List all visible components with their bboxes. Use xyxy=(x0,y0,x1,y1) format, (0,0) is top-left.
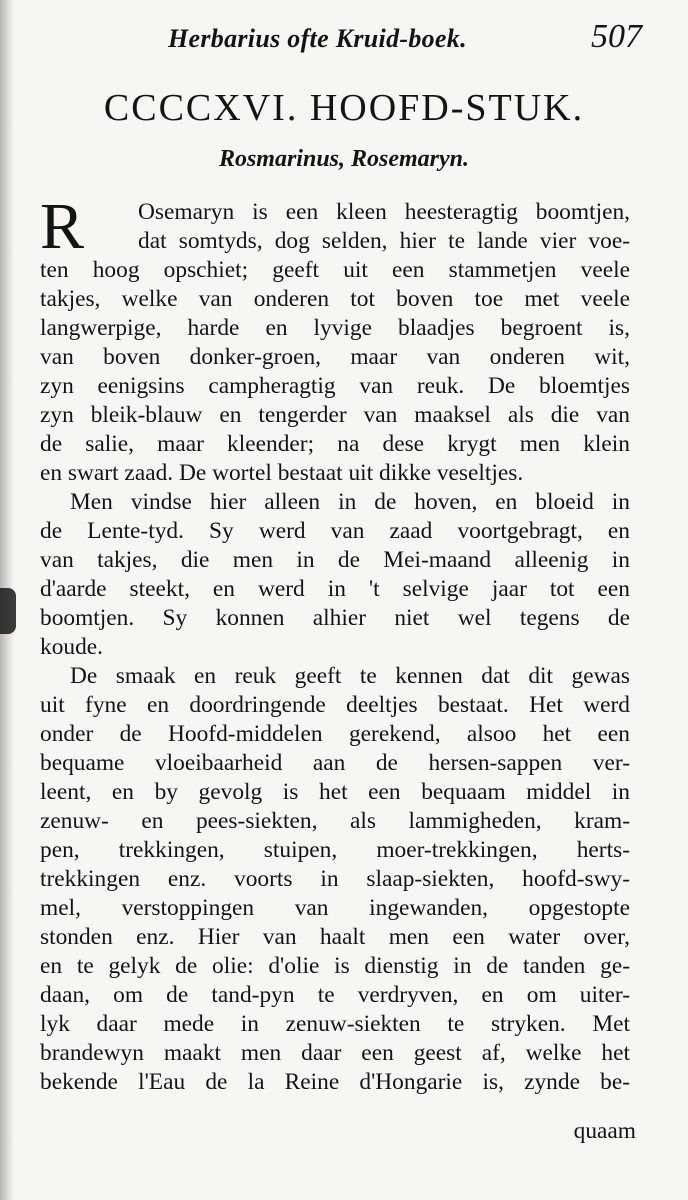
text-line: zyn bleik-blauw en tengerder van maaksel als die van xyxy=(40,402,630,428)
text-line: lyk daar mede in zenuw-siekten te stryken. Met xyxy=(40,1011,630,1037)
text-line: van boven donker-groen, maar van onderen wit, xyxy=(40,344,630,370)
text-line: langwerpige, harde en lyvige blaadjes begroent is, xyxy=(40,315,630,341)
chapter-heading: CCCCXVI. HOOFD-STUK. xyxy=(103,87,585,129)
running-head-title: Herbarius ofte Kruid-boek. xyxy=(168,24,467,53)
text-line: trekkingen enz. voorts in slaap-siekten, hoofd-swy- xyxy=(40,866,630,892)
page-number: 507 xyxy=(591,18,642,55)
text-line: pen, trekkingen, stuipen, moer-trekkingen, herts- xyxy=(40,837,630,863)
text-line: stonden enz. Hier van haalt men een water over, xyxy=(40,924,630,950)
text-line: d'aarde steekt, en werd in 't selvige jaar tot een xyxy=(40,576,630,602)
text-line: boomtjen. Sy konnen alhier niet wel tegens de xyxy=(40,605,630,631)
text-line: en swart zaad. De wortel bestaat uit dikke veseltjes. xyxy=(40,460,524,486)
drop-cap: R xyxy=(40,190,85,263)
text-line: De smaak en reuk geeft te kennen dat dit gewas xyxy=(70,663,630,689)
catchword: quaam xyxy=(573,1118,636,1144)
running-head xyxy=(40,18,648,62)
text-line: en te gelyk de olie: d'olie is dienstig in de tanden ge- xyxy=(40,953,630,979)
text-line: zyn eenigsins campheragtig van reuk. De bloemtjes xyxy=(40,373,630,399)
text-line: leent, en by gevolg is het een bequaam middel in xyxy=(40,779,630,805)
text-line: takjes, welke van onderen tot boven toe met veele xyxy=(40,286,630,312)
text-line: de Lente-tyd. Sy werd van zaad voortgebragt, en xyxy=(40,518,630,544)
text-line: zenuw- en pees-siekten, als lammigheden, kram- xyxy=(40,808,630,834)
text-line: van takjes, die men in de Mei-maand alleenig in xyxy=(40,547,630,573)
text-line: mel, verstoppingen van ingewanden, opgestopte xyxy=(40,895,630,921)
chapter-subtitle: Rosmarinus, Rosemaryn. xyxy=(218,146,470,172)
text-line: uit fyne en doordringende deeltjes bestaat. Het werd xyxy=(40,692,630,718)
text-line: Men vindse hier alleen in de hoven, en bloeid in xyxy=(70,489,630,515)
body-text xyxy=(40,190,630,1097)
text-line: de salie, maar kleender; na dese krygt men klein xyxy=(40,431,630,457)
text-line: brandewyn maakt men daar een geest af, welke het xyxy=(40,1040,630,1066)
text-line: dat somtyds, dog selden, hier te lande vier voe- xyxy=(138,228,630,254)
text-line: daan, om de tand-pyn te verdryven, en om uiter- xyxy=(40,982,630,1008)
paragraph-2 xyxy=(40,488,630,662)
paragraph-3 xyxy=(40,662,630,1097)
text-line: bekende l'Eau de la Reine d'Hongarie is, zynde be- xyxy=(40,1069,630,1095)
paragraph-1 xyxy=(40,190,630,488)
text-line: koude. xyxy=(40,634,104,660)
text-line: onder de Hoofd-middelen gerekend, alsoo het een xyxy=(40,721,630,747)
ink-blot xyxy=(0,588,16,634)
text-line: Osemaryn is een kleen heesteragtig boomtjen, xyxy=(138,199,630,225)
text-line: bequame vloeibaarheid aan de hersen-sappen ver- xyxy=(40,750,630,776)
text-line: ten hoog opschiet; geeft uit een stammetjen veele xyxy=(40,257,630,283)
